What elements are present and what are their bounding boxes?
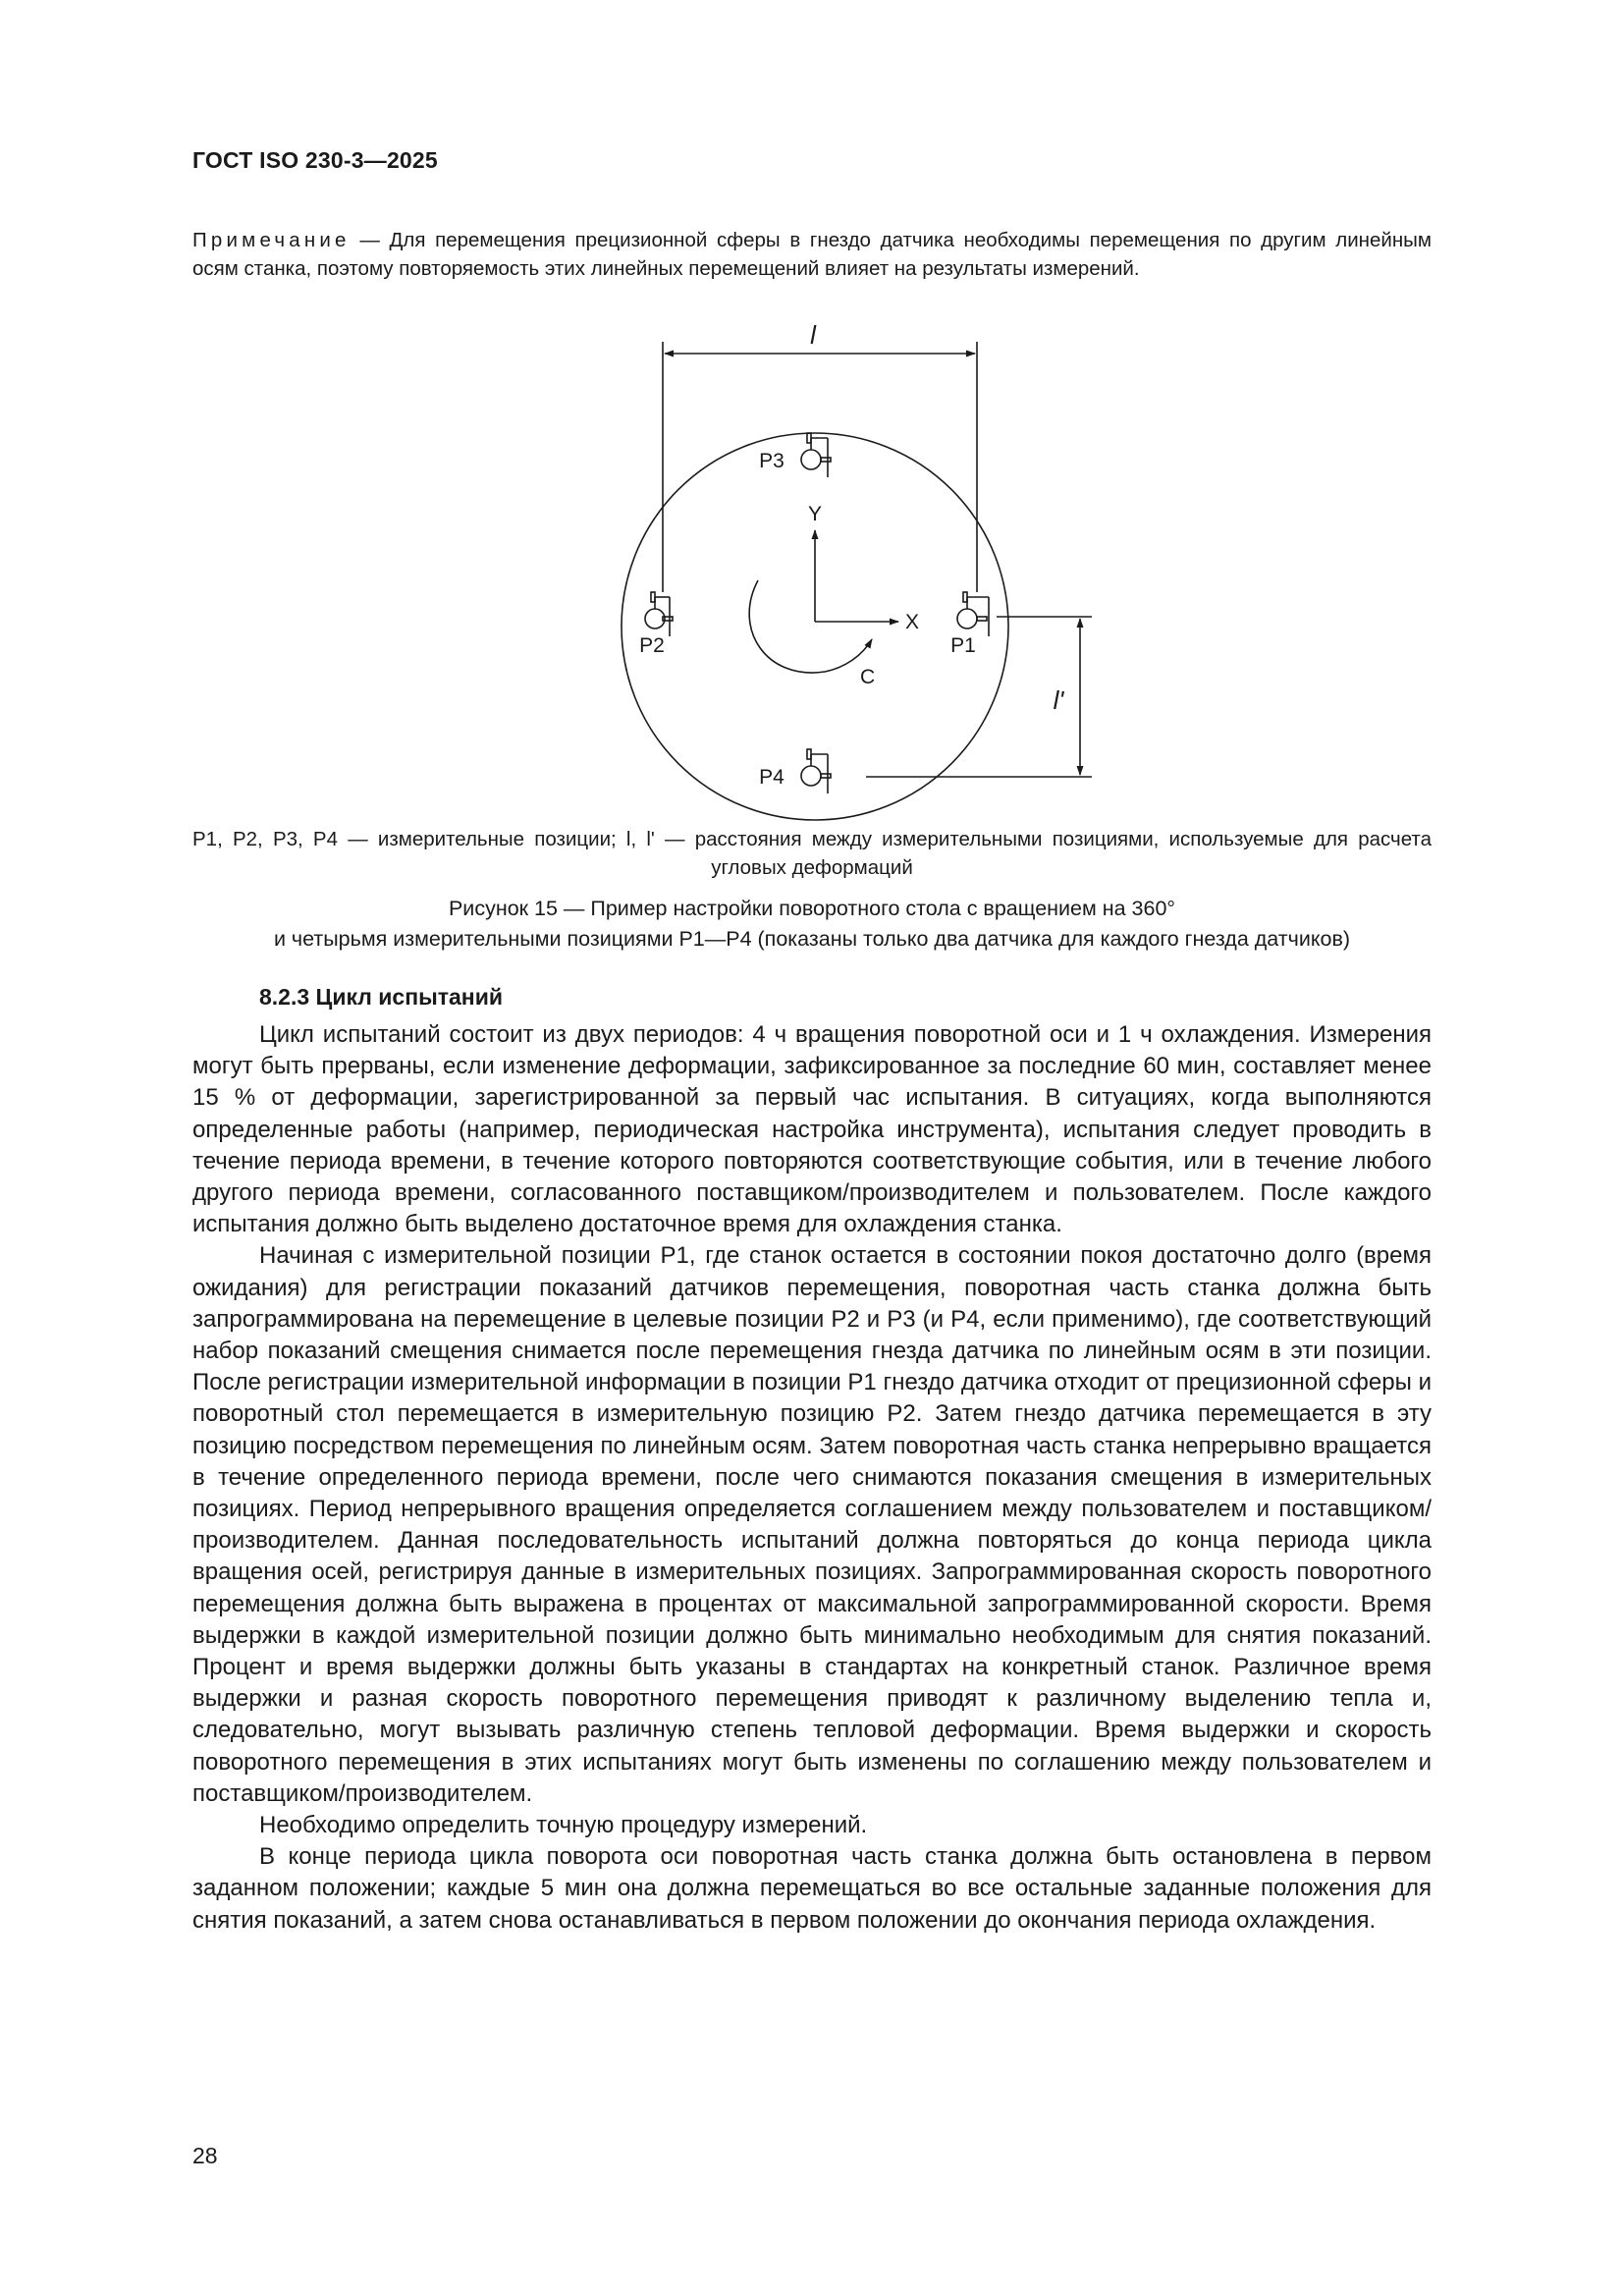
label-x-axis: X (905, 611, 920, 633)
paragraph: Начиная с измерительной позиции P1, где станок остается в состоянии покоя достаточно долго (время ожидания) для регистрации показаний датчиков перемещения, поворотная часть станка должна быть запрограммирована на перемещение в целевые позиции P2 и P3 (и P4, если применимо), где соответствующий набор показаний смещения снимается после перемещения гнезда датчика по линейным осям в эти позиции. После регистрации измерительной информации в позиции P1 гнездо датчика отходит от прецизионной сферы и поворотный стол перемещается в измерительную позицию P2. Затем гнездо датчика перемещается в эту позицию посредством перемещения по линейным осям. Затем поворотная часть станка непрерывно вращается в течение определенного периода времени, после чего снимаются показания смещения в измерительных позициях. Период непрерывного вращения определяется соглашением между пользователем и поставщиком/производителем. Данная последовательность испытаний должна повторяться до конца периода цикла вращения осей, регистрируя данные в измерительных позициях. Запрограммированная скорость поворотного перемещения должна быть выражена в процентах от максимальной запрограммированной скорости. Время выдержки в каждой измерительной позиции должно быть минимально необходимым для снятия показаний. Процент и время выдержки должны быть указаны в стандартах на конкретный станок. Различное время выдержки и разная скорость поворотного перемещения приводят к различному выделению тепла и, следовательно, могут вызывать различную степень тепловой деформации. Время выдержки и скорость поворотного перемещения в этих испытаниях могут быть изменены по соглашению между пользователем и поставщиком/производителем. (192, 1242, 1432, 1807)
label-p3: P3 (759, 450, 784, 472)
label-p1: P1 (950, 634, 976, 657)
rotation-arrow-c (749, 580, 872, 673)
figure-legend: P1, P2, P3, P4 — измерительные позиции; l, l' — расстояния между измерительными позициями, используемые для расчета угловых деформаций (192, 828, 1432, 879)
sensor-nest-p3 (801, 433, 831, 477)
page-number: 28 (192, 2143, 218, 2168)
label-l: l (810, 320, 816, 350)
figure-caption-line-1: Рисунок 15 — Пример настройки поворотного стола с вращением на 360° (448, 897, 1176, 920)
paragraph: Цикл испытаний состоит из двух периодов: 4 ч вращения поворотной оси и 1 ч охлаждения. Измерения могут быть прерваны, если изменение деформации, зафиксированное за последние 60 мин, составляет менее 15 % от деформации, зарегистрированной за первый час испытания. В ситуациях, когда выполняются определенные работы (например, периодическая настройка инструмента), испытания следует проводить в течение периода времени, в течение которого повторяются соответствующие события, или в течение любого другого периода времени, согласованного поставщиком/производителем и пользователем. После каждого испытания должно быть выделено достаточное время для охлаждения станка. (192, 1021, 1432, 1238)
section-body (192, 1019, 1432, 1937)
label-rotation-c: C (860, 666, 876, 688)
sensor-nest-p1 (957, 592, 989, 636)
section-title: 8.2.3 Цикл испытаний (259, 984, 503, 1010)
document-header: ГОСТ ISO 230-3—2025 (192, 147, 438, 173)
figure-caption (192, 894, 1432, 955)
label-p2: P2 (639, 634, 665, 657)
note (192, 226, 1432, 283)
paragraph: В конце периода цикла поворота оси поворотная часть станка должна быть остановлена в первом заданном положении; каждые 5 мин она должна перемещаться во все остальные заданные положения для снятия показаний, а затем снова останавливаться в первом положении до окончания периода охлаждения. (192, 1843, 1432, 1934)
label-l-prime: l' (1053, 685, 1064, 715)
note-text: — Для перемещения прецизионной сферы в гнездо датчика необходимы перемещения по другим линейным осям станка, поэтому повторяемость этих линейных перемещений влияет на результаты измерений. (192, 229, 1432, 280)
label-y-axis: Y (807, 503, 823, 525)
rotary-table-circle (622, 433, 1008, 820)
sensor-nest-p2 (645, 592, 673, 636)
paragraph: Необходимо определить точную процедуру измерений. (259, 1812, 868, 1839)
rotary-table-diagram (550, 312, 1080, 823)
label-p4: P4 (759, 766, 784, 789)
note-label: Примечание (192, 229, 351, 251)
sensor-nest-p4 (801, 749, 831, 793)
figure-rotary-table (550, 312, 1080, 823)
figure-caption-line-2: и четырьмя измерительными позициями P1—P4 (показаны только два датчика для каждого гнезда датчиков) (273, 927, 1351, 951)
